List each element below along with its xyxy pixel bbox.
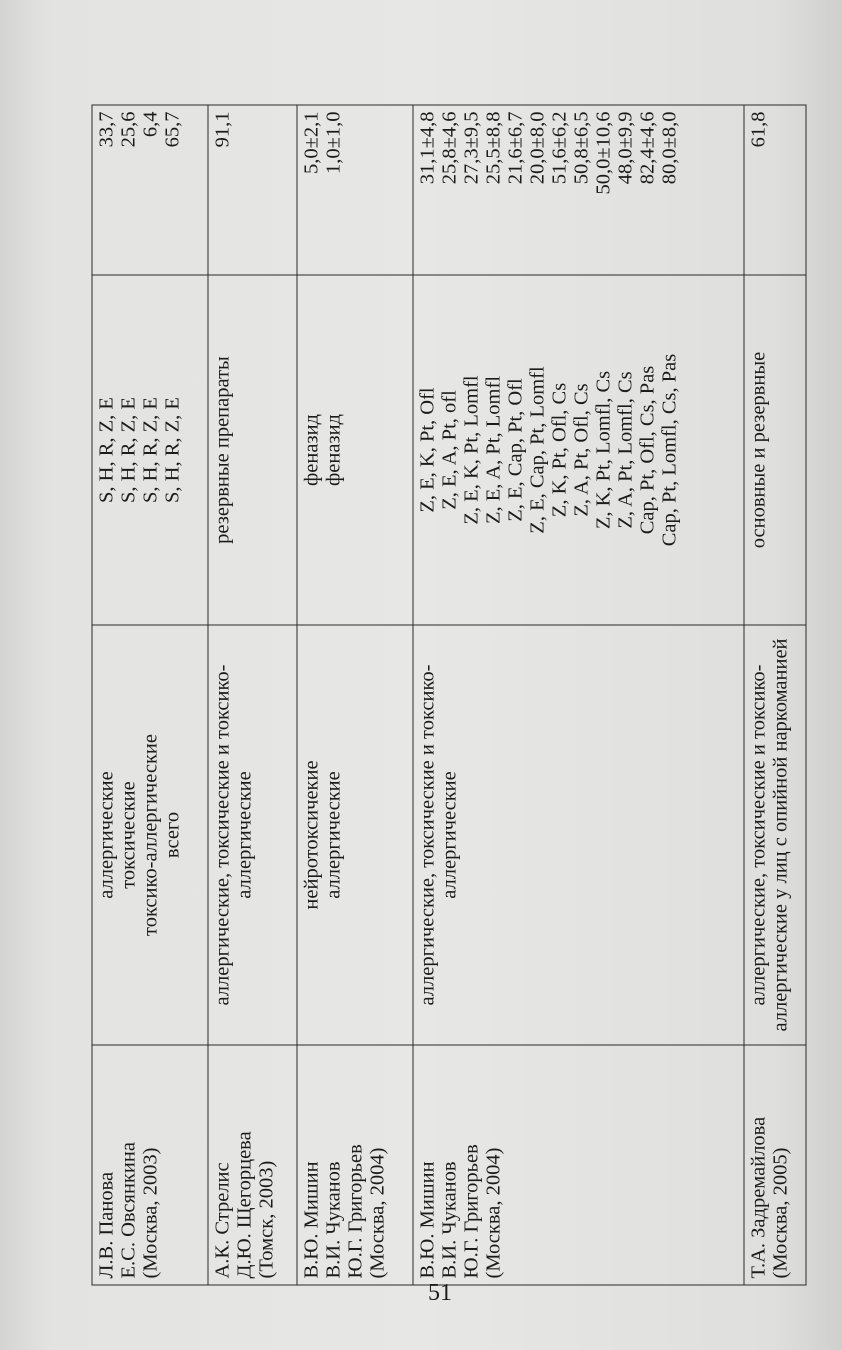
value-line: 31,1±4,8 [416, 111, 439, 185]
value-line: 27,3±9,5 [460, 111, 483, 185]
value-line: 61,8 [747, 111, 770, 148]
table-row [744, 105, 806, 1285]
author-line: Л.В. Панова [95, 1171, 118, 1279]
drug-line: Z, E, Cap, Pt, Lomfl [526, 366, 549, 534]
author-line: А.К. Стрелис [211, 1162, 234, 1279]
reaction-line: аллергические, токсические и токсико- [747, 664, 770, 1006]
author-line: (Томск, 2003) [255, 1160, 278, 1279]
author-line: В.Ю. Мишин [416, 1161, 439, 1279]
value-cell [92, 105, 208, 275]
drug-line: феназид [300, 414, 323, 486]
reaction-line: аллергические [322, 771, 345, 899]
reaction-line: аллергические у лиц с опийной наркоманией [769, 638, 792, 1032]
table-row [208, 105, 297, 1285]
value-line: 21,6±6,7 [504, 111, 527, 185]
value-cell [413, 105, 744, 275]
drug-line: S, H, R, Z, E [117, 397, 140, 503]
drug-line: Cap, Pt, Ofl, Cs, Pas [636, 365, 659, 535]
value-line: 50,8±6,5 [570, 111, 593, 185]
table-row [297, 105, 413, 1285]
value-line: 51,6±6,2 [548, 111, 571, 185]
reaction-line: аллергические [438, 771, 461, 899]
author-line: Ю.Г. Григорьев [344, 1144, 367, 1279]
drug-line: Z, A, Pt, Lomfl, Cs [614, 371, 637, 529]
page-number: 51 [428, 1280, 452, 1306]
value-line: 20,0±8,0 [526, 111, 549, 185]
reaction-type-cell [297, 625, 413, 1045]
value-line: 50,0±10,6 [592, 111, 615, 195]
reaction-line: аллергические, токсические и токсико- [211, 664, 234, 1006]
value-line: 65,7 [161, 111, 184, 148]
table-row [413, 105, 744, 1285]
value-line: 25,6 [117, 111, 140, 148]
author-line: Т.А. Задремайлова [747, 1116, 770, 1279]
drug-line: Z, E, K, Pt, Lomfl [460, 375, 483, 525]
reaction-type-cell [92, 625, 208, 1045]
drugs-cell [744, 275, 806, 625]
drug-line: Cap, Pt, Lomfl, Cs, Pas [658, 353, 681, 547]
reaction-type-cell [413, 625, 744, 1045]
drugs-cell [413, 275, 744, 625]
author-line: В.И. Чуканов [438, 1161, 461, 1279]
author-line: Д.Ю. Щегорцева [233, 1131, 256, 1279]
value-line: 33,7 [95, 111, 118, 148]
value-line: 48,0±9,9 [614, 111, 637, 185]
author-line: Ю.Г. Григорьев [460, 1144, 483, 1279]
adverse-reactions-table [92, 105, 807, 1286]
authors-cell [92, 1045, 208, 1285]
value-cell [744, 105, 806, 275]
reaction-type-cell [744, 625, 806, 1045]
value-line: 5,0±2,1 [300, 111, 323, 175]
drug-line: S, H, R, Z, E [139, 397, 162, 503]
drug-line: Z, A, Pt, Ofl, Cs [570, 383, 593, 517]
reaction-line: аллергические [95, 771, 118, 899]
authors-cell [208, 1045, 297, 1285]
value-line: 80,0±8,0 [658, 111, 681, 185]
drug-line: S, H, R, Z, E [161, 397, 184, 503]
drug-line: Z, K, Pt, Ofl, Cs [548, 382, 571, 518]
author-line: (Москва, 2005) [769, 1147, 792, 1279]
value-line: 25,5±8,8 [482, 111, 505, 185]
author-line: В.И. Чуканов [322, 1161, 345, 1279]
value-line: 25,8±4,6 [438, 111, 461, 185]
drugs-cell [92, 275, 208, 625]
drug-line: основные и резервные [747, 351, 770, 549]
table-row [92, 105, 208, 1285]
drugs-cell [297, 275, 413, 625]
author-line: (Москва, 2004) [482, 1147, 505, 1279]
drug-line: Z, E, A, Pt, Lomfl [482, 375, 505, 525]
author-line: В.Ю. Мишин [300, 1161, 323, 1279]
drugs-cell [208, 275, 297, 625]
value-cell [297, 105, 413, 275]
reaction-line: аллергические [233, 771, 256, 899]
drug-line: Z, E, A, Pt, ofl [438, 390, 461, 510]
drug-line: S, H, R, Z, E [95, 397, 118, 503]
authors-cell [744, 1045, 806, 1285]
drug-line: Z, K, Pt, Lomfl, Cs [592, 370, 615, 530]
value-cell [208, 105, 297, 275]
reaction-line: токсико-аллергические [139, 734, 162, 936]
drug-line: резервные препараты [211, 356, 234, 544]
reaction-line: нейротоксичекие [300, 760, 323, 910]
author-line: (Москва, 2004) [366, 1147, 389, 1279]
drug-line: Z, E, K, Pt, Ofl [416, 387, 439, 513]
value-line: 91,1 [211, 111, 234, 148]
value-line: 1,0±1,0 [322, 111, 345, 175]
author-line: (Москва, 2003) [139, 1147, 162, 1279]
rotated-table-wrapper [92, 106, 807, 1286]
authors-cell [413, 1045, 744, 1285]
authors-cell [297, 1045, 413, 1285]
value-line: 82,4±4,6 [636, 111, 659, 185]
author-line: Е.С. Овсянкина [117, 1142, 140, 1279]
reaction-type-cell [208, 625, 297, 1045]
reaction-line: токсические [117, 781, 140, 889]
reaction-line: аллергические, токсические и токсико- [416, 664, 439, 1006]
drug-line: феназид [322, 414, 345, 486]
reaction-line: всего [161, 811, 184, 859]
value-line: 6,4 [139, 111, 162, 138]
drug-line: Z, E, Cap, Pt, Ofl [504, 378, 527, 522]
